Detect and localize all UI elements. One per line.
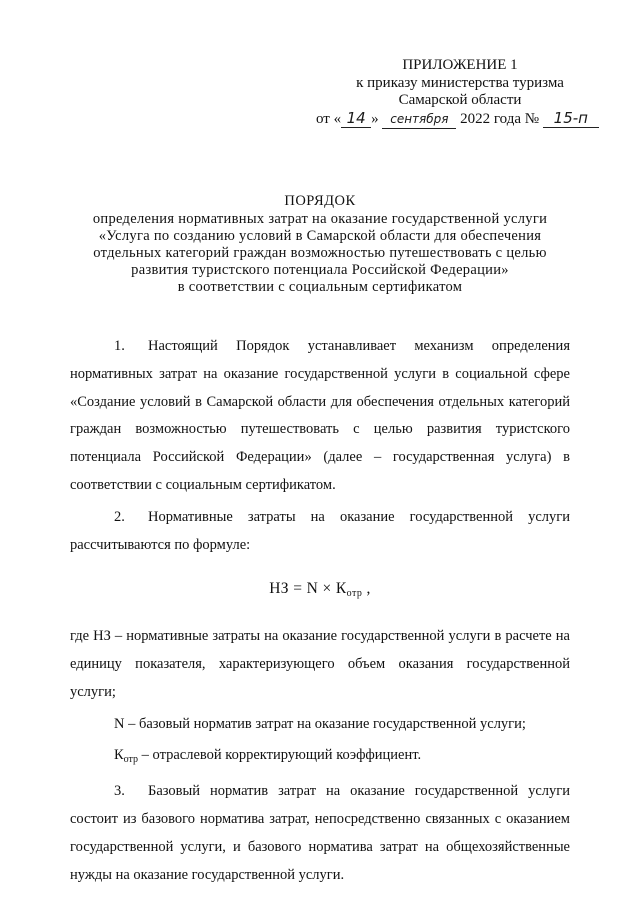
definition-kotr-subscript: отр (123, 754, 139, 766)
title-line-3: отдельных категорий граждан возможностью путешествовать с целью (93, 245, 547, 261)
title-line-5: в соответствии с социальным сертификатом (177, 279, 463, 295)
title-line-2: «Услуга по созданию условий в Самарской области для обеспечения (98, 228, 542, 244)
paragraph-3-number: 3. (114, 783, 125, 800)
date-month-handwritten: сентября (382, 111, 456, 130)
paragraph-1-text: Настоящий Порядок устанавливает механизм определения нормативных затрат на оказание государственной услуги в социальной сфере «Создание условий в Самарской области для обеспечения отдельных категорий граждан возможностью путешествовать с целью развития туристского потенциала Российской Федерации» (далее – государственная услуга) в соответствии с социальным сертификатом. (70, 338, 570, 493)
title-line-4: развития туристского потенциала Российской Федерации» (131, 262, 509, 278)
formula-main: НЗ = N × К (269, 580, 347, 598)
appendix-title: ПРИЛОЖЕНИЕ 1 (402, 57, 518, 73)
paragraph-1-number: 1. (114, 338, 125, 354)
formula-subscript: отр (346, 588, 363, 600)
document-body (70, 333, 570, 889)
paragraph-1 (70, 333, 570, 500)
appendix-region-line: Самарской области (398, 92, 522, 108)
definition-kotr (70, 742, 570, 774)
date-number-handwritten: 15-п (543, 110, 599, 129)
paragraph-3 (70, 778, 570, 889)
appendix-date-line (316, 108, 588, 130)
paragraph-2-number: 2. (114, 508, 125, 525)
appendix-header (316, 57, 588, 129)
date-year: 2022 года № (460, 110, 540, 127)
title-heading: ПОРЯДОК (284, 193, 356, 209)
formula-tail: , (362, 580, 371, 598)
appendix-order-line: к приказу министерства туризма (356, 74, 564, 91)
date-day-handwritten: 14 (341, 110, 371, 129)
definition-kotr-symbol: К (114, 747, 124, 764)
paragraph-2-text: Нормативные затраты на оказание государственной услуги рассчитываются по формуле: (70, 508, 570, 553)
document-title (70, 193, 570, 296)
paragraph-2 (70, 504, 570, 560)
paragraph-3-text: Базовый норматив затрат на оказание государственной услуги состоит из базового норматива затрат, непосредственно связанных с оказанием государственной услуги, и базового норматива затрат на общехозяйственные нужды на оказание государственной услуги. (70, 783, 570, 883)
definition-kotr-text: – отраслевой корректирующий коэффициент. (138, 747, 422, 764)
definition-nz: где НЗ – нормативные затраты на оказание государственной услуги в расчете на единицу показателя, характеризующего объем оказания государственной услуги; (70, 628, 570, 700)
title-line-1: определения нормативных затрат на оказание государственной услуги (92, 211, 548, 227)
date-prefix: от « (316, 110, 342, 127)
definition-n: N – базовый норматив затрат на оказание государственной услуги; (114, 715, 526, 732)
formula (70, 575, 570, 608)
date-mid: » (371, 110, 379, 127)
